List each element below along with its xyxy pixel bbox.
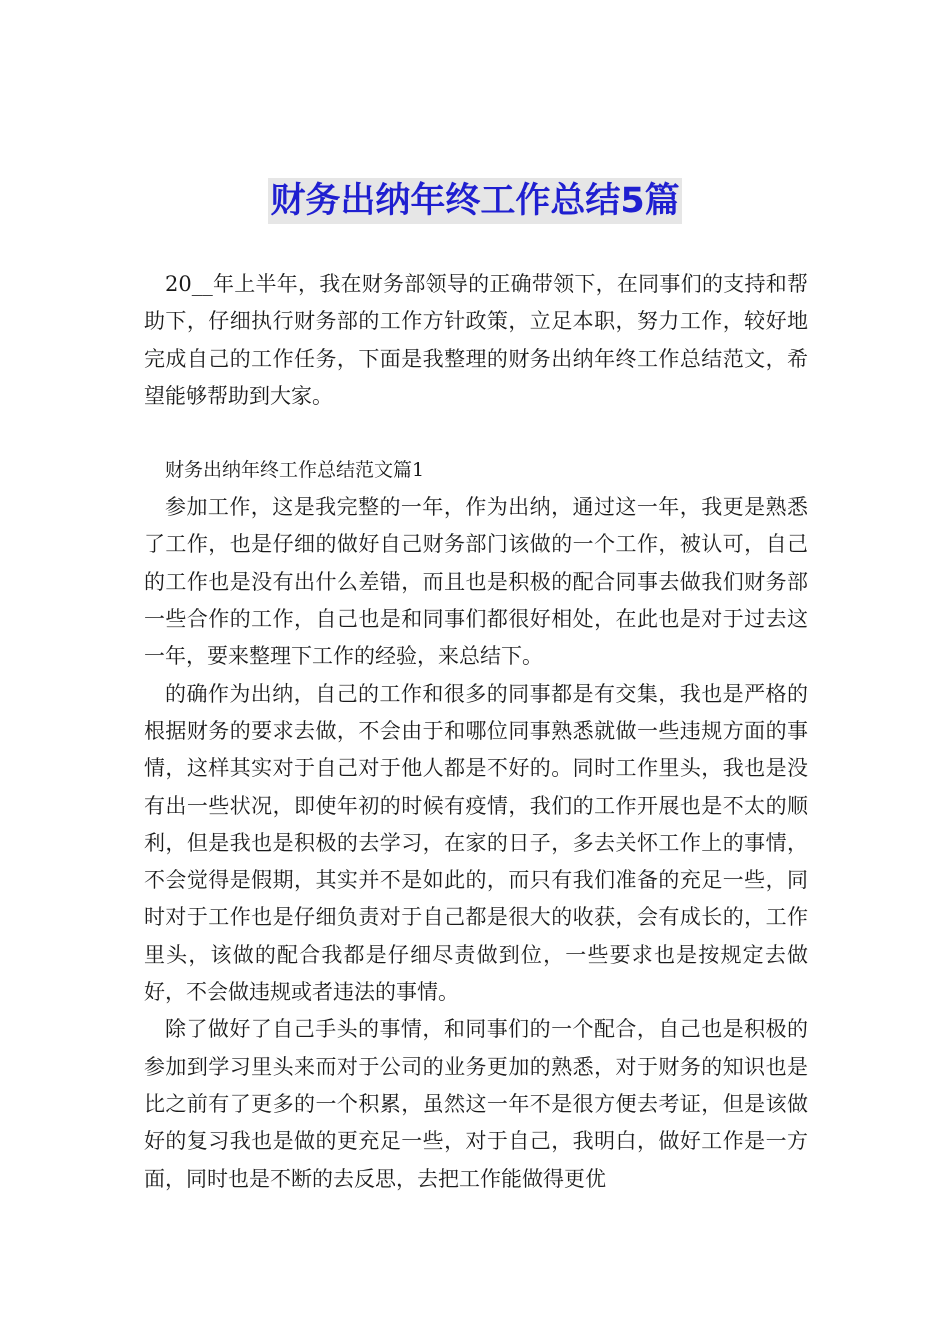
body-paragraph-3: 除了做好了自己手头的事情，和同事们的一个配合，自己也是积极的参加到学习里头来而对于公司的业务更加的熟悉，对于财务的知识也是比之前有了更多的一个积累，虽然这一年不是很方便去考证，但是该做好的复习我也是做的更充足一些，对于自己，我明白，做好工作是一方面，同时也是不断的去反思，去把工作能做得更优 xyxy=(144,1017,808,1191)
document-title: 财务出纳年终工作总结5篇 xyxy=(268,178,681,224)
body-paragraph-1: 参加工作，这是我完整的一年，作为出纳，通过这一年，我更是熟悉了工作，也是仔细的做好自己财务部门该做的一个工作，被认可，自己的工作也是没有出什么差错，而且也是积极的配合同事去做我们财务部一些合作的工作，自己也是和同事们都很好相处，在此也是对于过去这一年，要来整理下工作的经验，来总结下。 xyxy=(144,495,808,669)
paragraph-spacer xyxy=(144,415,808,452)
document-body xyxy=(144,266,808,1198)
title-container xyxy=(0,178,950,224)
intro-paragraph: 20__年上半年，我在财务部领导的正确带领下，在同事们的支持和帮助下，仔细执行财务部的工作方针政策，立足本职，努力工作，较好地完成自己的工作任务，下面是我整理的财务出纳年终工作总结范文，希望能够帮助到大家。 xyxy=(144,272,808,408)
body-paragraph-2: 的确作为出纳，自己的工作和很多的同事都是有交集，我也是严格的根据财务的要求去做，不会由于和哪位同事熟悉就做一些违规方面的事情，这样其实对于自己对于他人都是不好的。同时工作里头，我也是没有出一些状况，即使年初的时候有疫情，我们的工作开展也是不太的顺利，但是我也是积极的去学习，在家的日子，多去关怀工作上的事情，不会觉得是假期，其实并不是如此的，而只有我们准备的充足一些，同时对于工作也是仔细负责对于自己都是很大的收获，会有成长的，工作里头，该做的配合我都是仔细尽责做到位，一些要求也是按规定去做好，不会做违规或者违法的事情。 xyxy=(144,681,808,1005)
section-heading: 财务出纳年终工作总结范文篇1 xyxy=(165,459,425,482)
